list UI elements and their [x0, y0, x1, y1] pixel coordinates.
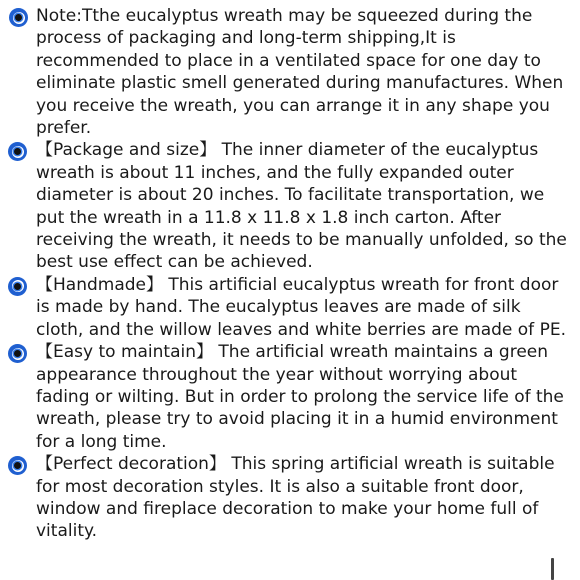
nazar-eye-icon	[8, 142, 27, 161]
note-paragraph	[36, 5, 570, 139]
decoration-paragraph	[36, 453, 570, 543]
maintain-paragraph	[36, 341, 570, 453]
handmade-text: 【Handmade】 This artificial eucalyptus wreath for front door is made by hand. The eucalyptus leaves are made of silk cloth, and the willow leaves and white berries are made of PE.	[36, 274, 566, 340]
note-text: Note:Tthe eucalyptus wreath may be squeezed during the process of packaging and long-term shipping,It is recommended to place in a ventilated space for one day to eliminate plastic smell generated during manufactures. When you receive the wreath, you can arrange it in any shape you prefer.	[36, 6, 564, 139]
decoration-text: 【Perfect decoration】 This spring artificial wreath is suitable for most decoration styles. It is also a suitable front door, window and fireplace decoration to make your home full of vitality.	[36, 454, 555, 542]
scrollbar-thumb[interactable]	[551, 558, 554, 580]
nazar-eye-icon	[8, 344, 27, 363]
nazar-eye-icon	[9, 8, 28, 27]
handmade-paragraph	[36, 274, 570, 341]
package-size-paragraph	[36, 139, 570, 273]
package-size-text: 【Package and size】 The inner diameter of the eucalyptus wreath is about 11 inches, and the fully expanded outer diameter is about 20 inches. To facilitate transportation, we put the wreath in a 11.8 x 11.8 x 1.8 inch carton. After receiving the wreath, it needs to be manually unfolded, so the best use effect can be achieved.	[36, 140, 567, 273]
nazar-eye-icon	[8, 456, 27, 475]
nazar-eye-icon	[8, 277, 27, 296]
maintain-text: 【Easy to maintain】 The artificial wreath maintains a green appearance throughout the year without worrying about fading or wilting. But in order to prolong the service life of the wreath, please try to avoid placing it in a humid environment for a long time.	[36, 342, 564, 452]
